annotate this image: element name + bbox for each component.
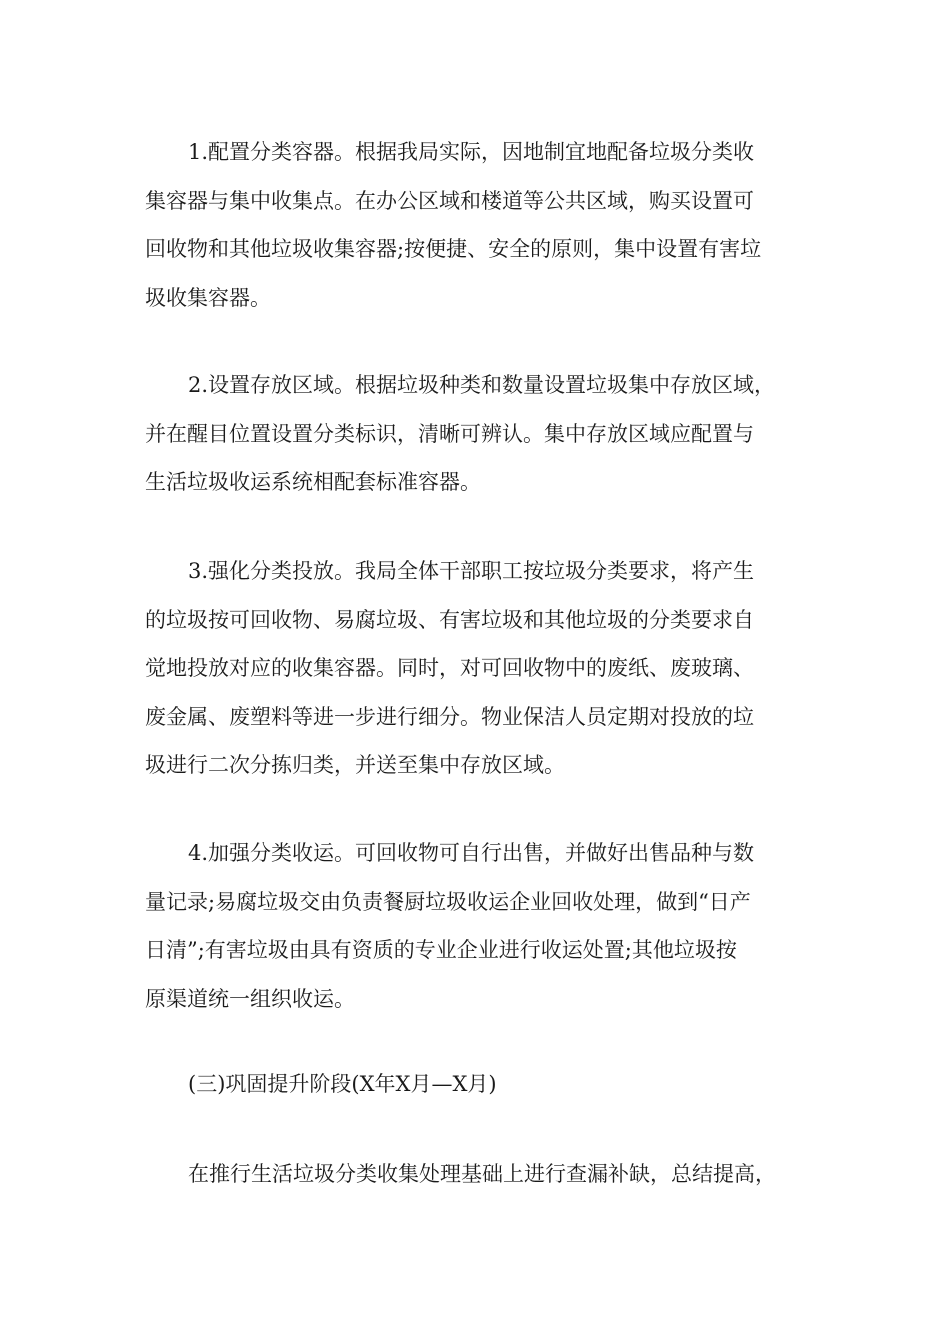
text-line: 日清”;有害垃圾由具有资质的专业企业进行收运处置;其他垃圾按	[145, 938, 737, 962]
text-line: 并在醒目位置设置分类标识，清晰可辨认。集中存放区域应配置与	[145, 421, 754, 446]
paragraph-sorted-transport	[145, 829, 835, 1023]
text-line: 圾进行二次分拣归类，并送至集中存放区域。	[145, 753, 565, 777]
text-line: 觉地投放对应的收集容器。同时，对可回收物中的废纸、废玻璃、	[145, 656, 754, 680]
paragraph-storage-area	[145, 361, 835, 507]
text-line: 废金属、废塑料等进一步进行细分。物业保洁人员定期对投放的垃	[145, 704, 754, 729]
text-line: 的垃圾按可回收物、易腐垃圾、有害垃圾和其他垃圾的分类要求自	[145, 607, 754, 632]
paragraph-configure-containers	[145, 128, 835, 322]
text-line: 回收物和其他垃圾收集容器;按便捷、安全的原则，集中设置有害垃	[145, 237, 762, 261]
text-line: 1.配置分类容器。根据我局实际，因地制宜地配备垃圾分类收	[188, 140, 755, 164]
text-line: 生活垃圾收运系统相配套标准容器。	[145, 470, 481, 494]
text-line: 集容器与集中收集点。在办公区域和楼道等公共区域，购买设置可	[145, 188, 754, 213]
text-line: 原渠道统一组织收运。	[145, 986, 355, 1011]
text-line: 在推行生活垃圾分类收集处理基础上进行查漏补缺，总结提高，	[188, 1162, 776, 1186]
text-line: 2.设置存放区域。根据垃圾种类和数量设置垃圾集中存放区域，	[188, 373, 776, 397]
paragraph-sorted-disposal	[145, 547, 835, 790]
text-line: 3.强化分类投放。我局全体干部职工按垃圾分类要求，将产生	[188, 559, 755, 583]
heading-line: (三)巩固提升阶段(X年X月—X月)	[188, 1072, 497, 1096]
text-line: 4.加强分类收运。可回收物可自行出售，并做好出售品种与数	[188, 841, 755, 865]
paragraph-consolidation	[145, 1150, 835, 1199]
text-line: 量记录;易腐垃圾交由负责餐厨垃圾收运企业回收处理，做到“日产	[145, 889, 751, 914]
section-heading-consolidation-stage	[145, 1060, 835, 1109]
text-line: 圾收集容器。	[145, 285, 271, 310]
